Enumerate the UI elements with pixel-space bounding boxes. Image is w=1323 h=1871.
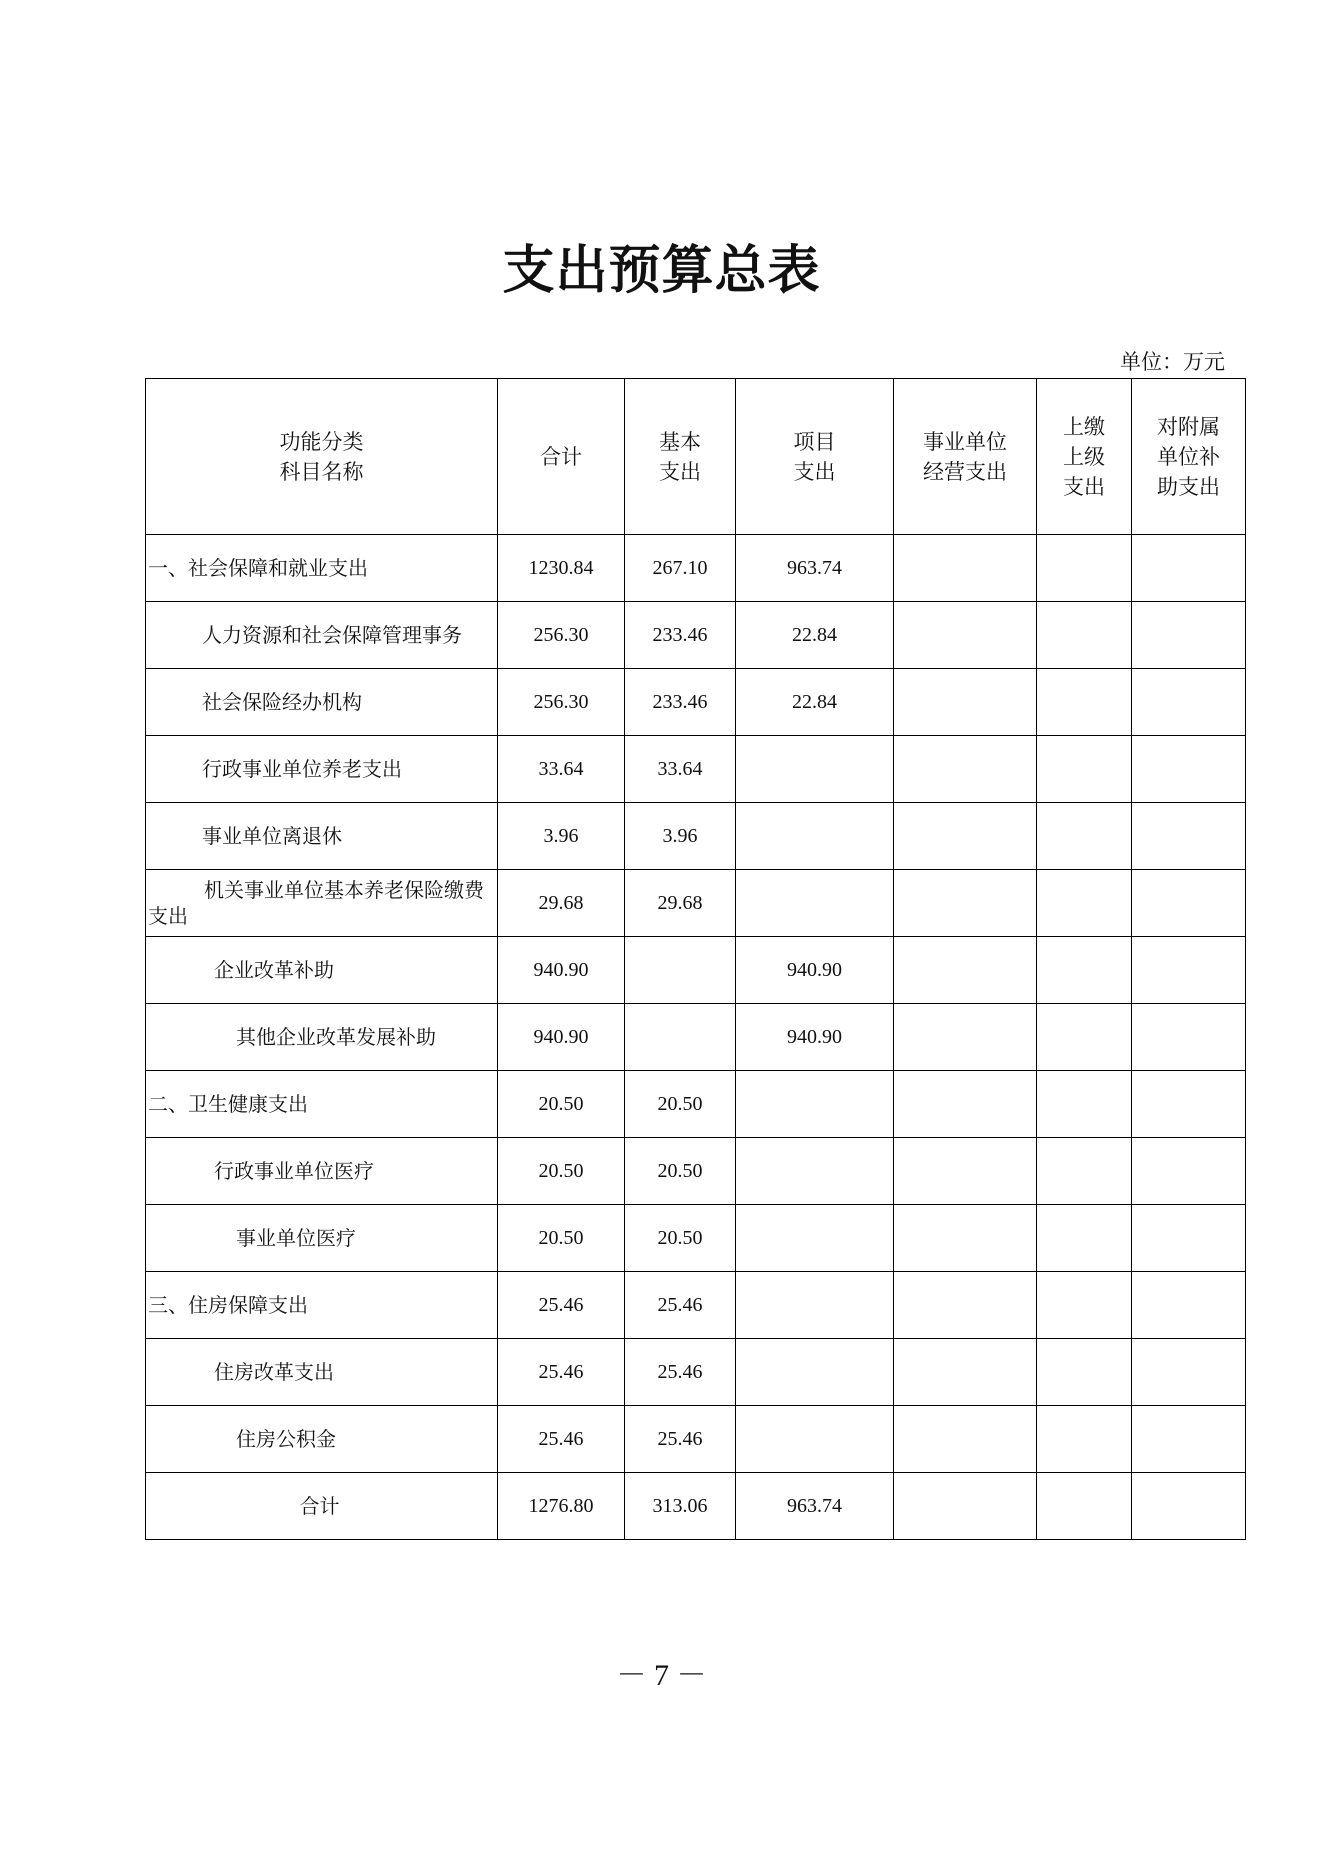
- cell-operating: [894, 1339, 1037, 1406]
- row-name-cell: 一、社会保障和就业支出: [146, 535, 498, 602]
- row-name-cell: 行政事业单位养老支出: [146, 736, 498, 803]
- cell-project: [736, 1272, 894, 1339]
- cell-subsidy: [1132, 1473, 1246, 1540]
- row-name-cell: 其他企业改革发展补助: [146, 1004, 498, 1071]
- cell-subsidy: [1132, 1138, 1246, 1205]
- table-row: [146, 1406, 1246, 1473]
- table-row: [146, 1205, 1246, 1272]
- cell-total: 1230.84: [498, 535, 625, 602]
- cell-project: [736, 1138, 894, 1205]
- header-upper: 上缴 上级 支出: [1037, 379, 1132, 535]
- cell-upper: [1037, 1339, 1132, 1406]
- table-row: [146, 1272, 1246, 1339]
- unit-label: 单位：万元: [1120, 350, 1225, 374]
- cell-total: 1276.80: [498, 1473, 625, 1540]
- cell-subsidy: [1132, 870, 1246, 937]
- cell-operating: [894, 1138, 1037, 1205]
- cell-project: [736, 1339, 894, 1406]
- cell-subsidy: [1132, 535, 1246, 602]
- cell-basic: [625, 937, 736, 1004]
- cell-basic: 20.50: [625, 1205, 736, 1272]
- cell-operating: [894, 736, 1037, 803]
- cell-operating: [894, 602, 1037, 669]
- cell-upper: [1037, 1138, 1132, 1205]
- cell-project: 22.84: [736, 602, 894, 669]
- page-number: － 7 －: [616, 1659, 707, 1692]
- cell-operating: [894, 803, 1037, 870]
- row-name-cell: 二、卫生健康支出: [146, 1071, 498, 1138]
- header-category-name: 功能分类 科目名称: [146, 379, 498, 535]
- cell-basic: 20.50: [625, 1071, 736, 1138]
- header-total: 合计: [498, 379, 625, 535]
- row-name-cell: 机关事业单位基本养老保险缴费支出: [146, 870, 498, 937]
- cell-upper: [1037, 1473, 1132, 1540]
- cell-subsidy: [1132, 1272, 1246, 1339]
- cell-operating: [894, 669, 1037, 736]
- cell-operating: [894, 1473, 1037, 1540]
- table-row: [146, 1138, 1246, 1205]
- cell-total: 940.90: [498, 1004, 625, 1071]
- cell-project: [736, 1406, 894, 1473]
- cell-project: [736, 870, 894, 937]
- cell-upper: [1037, 736, 1132, 803]
- table-body: [146, 535, 1246, 1540]
- row-name-cell: 住房改革支出: [146, 1339, 498, 1406]
- table-row: [146, 535, 1246, 602]
- cell-subsidy: [1132, 1339, 1246, 1406]
- cell-subsidy: [1132, 803, 1246, 870]
- cell-operating: [894, 535, 1037, 602]
- cell-total: 25.46: [498, 1406, 625, 1473]
- budget-table: [145, 378, 1246, 1540]
- cell-total: 25.46: [498, 1339, 625, 1406]
- header-basic: 基本 支出: [625, 379, 736, 535]
- cell-project: 940.90: [736, 937, 894, 1004]
- cell-basic: 233.46: [625, 602, 736, 669]
- table-row: [146, 1071, 1246, 1138]
- table-row: [146, 736, 1246, 803]
- header-row: [146, 379, 1246, 535]
- cell-operating: [894, 1272, 1037, 1339]
- row-name-cell: 合计: [146, 1473, 498, 1540]
- cell-subsidy: [1132, 1071, 1246, 1138]
- cell-basic: 29.68: [625, 870, 736, 937]
- cell-project: [736, 803, 894, 870]
- row-name-cell: 企业改革补助: [146, 937, 498, 1004]
- row-name-cell: 事业单位离退休: [146, 803, 498, 870]
- cell-total: 940.90: [498, 937, 625, 1004]
- cell-project: 963.74: [736, 535, 894, 602]
- cell-total: 20.50: [498, 1138, 625, 1205]
- cell-total: 256.30: [498, 602, 625, 669]
- cell-operating: [894, 1004, 1037, 1071]
- row-name-cell: 行政事业单位医疗: [146, 1138, 498, 1205]
- row-name-cell: 三、住房保障支出: [146, 1272, 498, 1339]
- cell-subsidy: [1132, 1205, 1246, 1272]
- table-row: [146, 1339, 1246, 1406]
- cell-upper: [1037, 535, 1132, 602]
- cell-operating: [894, 1406, 1037, 1473]
- row-name-cell: 事业单位医疗: [146, 1205, 498, 1272]
- cell-total: 33.64: [498, 736, 625, 803]
- cell-basic: 20.50: [625, 1138, 736, 1205]
- cell-total: 29.68: [498, 870, 625, 937]
- cell-upper: [1037, 1205, 1132, 1272]
- cell-project: 963.74: [736, 1473, 894, 1540]
- table-row: [146, 1004, 1246, 1071]
- cell-operating: [894, 1205, 1037, 1272]
- table-row: [146, 937, 1246, 1004]
- cell-basic: 33.64: [625, 736, 736, 803]
- cell-subsidy: [1132, 1406, 1246, 1473]
- table-row: [146, 602, 1246, 669]
- cell-upper: [1037, 1272, 1132, 1339]
- table-row: [146, 870, 1246, 937]
- cell-basic: 3.96: [625, 803, 736, 870]
- page-title: 支出预算总表: [502, 240, 821, 301]
- cell-operating: [894, 870, 1037, 937]
- cell-basic: 25.46: [625, 1339, 736, 1406]
- cell-basic: [625, 1004, 736, 1071]
- table-row: [146, 669, 1246, 736]
- table-row: [146, 1473, 1246, 1540]
- row-name-cell: 社会保险经办机构: [146, 669, 498, 736]
- cell-basic: 25.46: [625, 1406, 736, 1473]
- cell-basic: 313.06: [625, 1473, 736, 1540]
- cell-basic: 25.46: [625, 1272, 736, 1339]
- cell-total: 256.30: [498, 669, 625, 736]
- cell-upper: [1037, 602, 1132, 669]
- cell-project: 940.90: [736, 1004, 894, 1071]
- cell-project: [736, 1071, 894, 1138]
- cell-project: [736, 1205, 894, 1272]
- cell-total: 20.50: [498, 1205, 625, 1272]
- cell-upper: [1037, 870, 1132, 937]
- table-row: [146, 803, 1246, 870]
- cell-project: [736, 736, 894, 803]
- cell-upper: [1037, 1004, 1132, 1071]
- cell-total: 25.46: [498, 1272, 625, 1339]
- cell-operating: [894, 937, 1037, 1004]
- cell-project: 22.84: [736, 669, 894, 736]
- cell-basic: 233.46: [625, 669, 736, 736]
- header-subsidy: 对附属 单位补 助支出: [1132, 379, 1246, 535]
- row-name-cell: 人力资源和社会保障管理事务: [146, 602, 498, 669]
- cell-total: 3.96: [498, 803, 625, 870]
- cell-subsidy: [1132, 736, 1246, 803]
- cell-subsidy: [1132, 602, 1246, 669]
- cell-upper: [1037, 669, 1132, 736]
- cell-basic: 267.10: [625, 535, 736, 602]
- row-name-cell: 住房公积金: [146, 1406, 498, 1473]
- header-project: 项目 支出: [736, 379, 894, 535]
- cell-upper: [1037, 1406, 1132, 1473]
- cell-upper: [1037, 937, 1132, 1004]
- cell-subsidy: [1132, 669, 1246, 736]
- cell-upper: [1037, 1071, 1132, 1138]
- cell-total: 20.50: [498, 1071, 625, 1138]
- cell-operating: [894, 1071, 1037, 1138]
- cell-upper: [1037, 803, 1132, 870]
- cell-subsidy: [1132, 937, 1246, 1004]
- header-operating: 事业单位 经营支出: [894, 379, 1037, 535]
- cell-subsidy: [1132, 1004, 1246, 1071]
